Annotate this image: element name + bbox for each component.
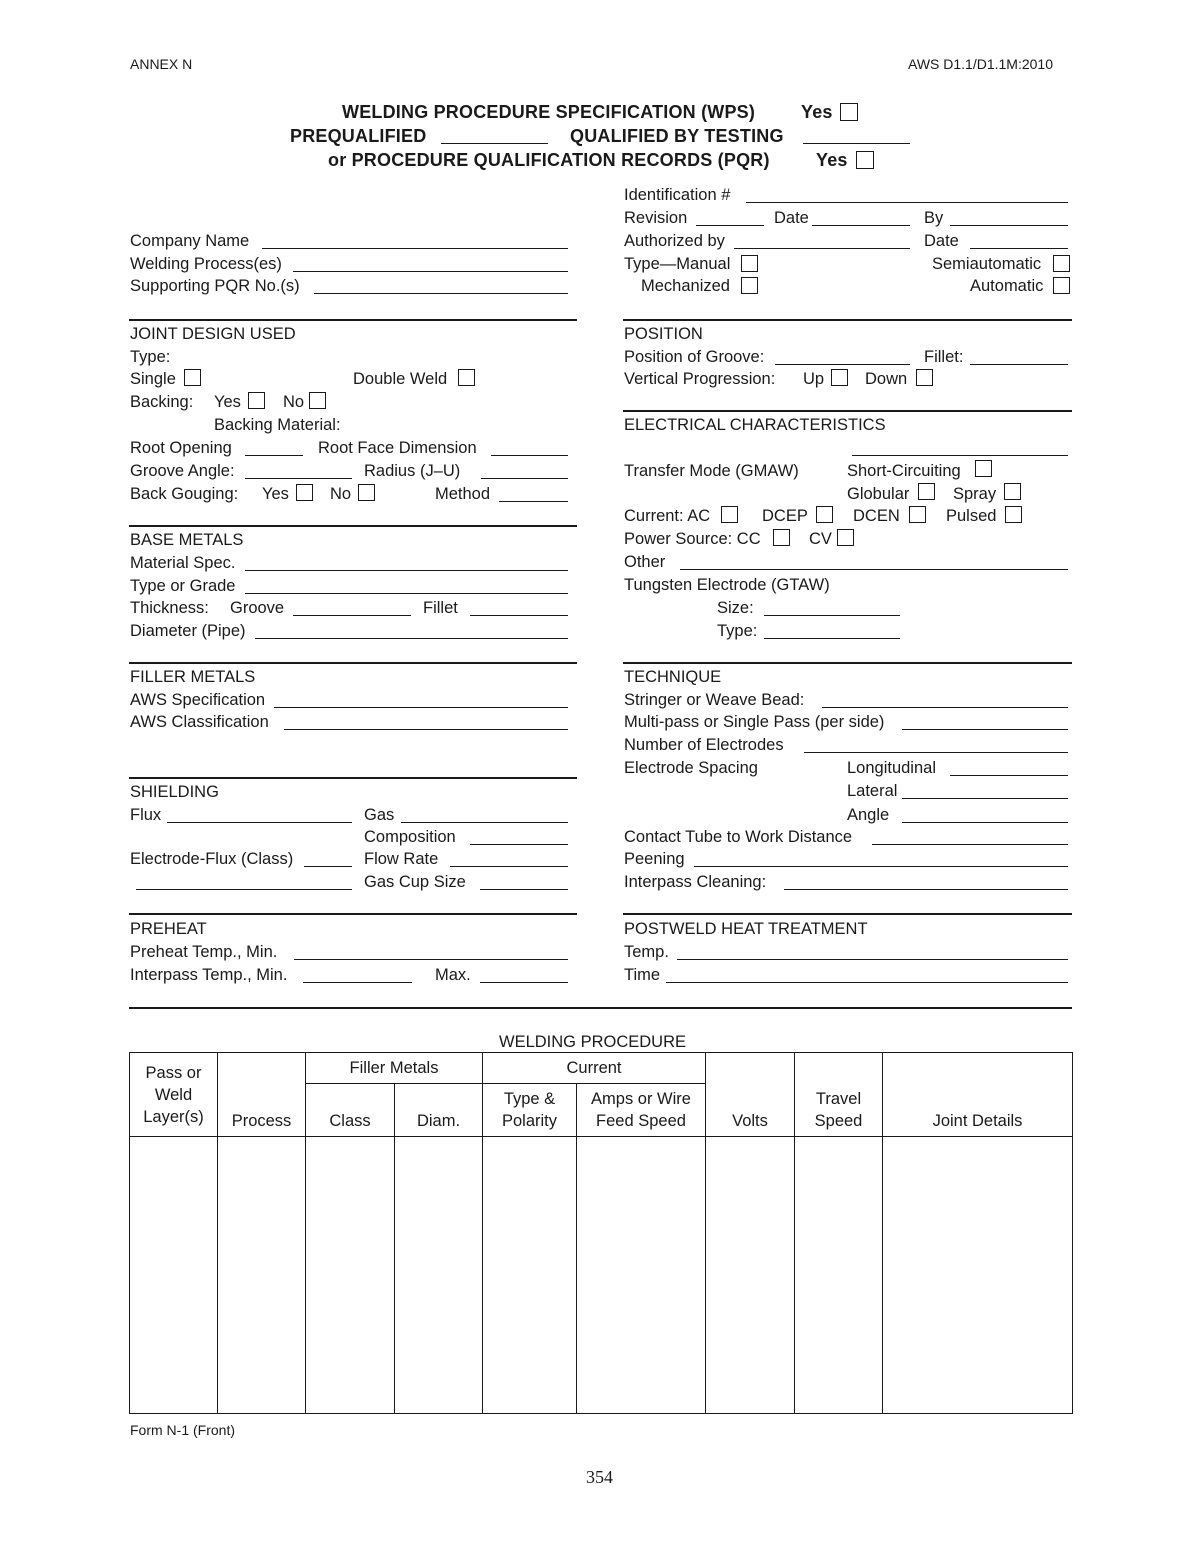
thickness-label: Thickness: bbox=[130, 599, 209, 617]
cc-checkbox[interactable] bbox=[773, 529, 790, 546]
col-travel-l2: Speed bbox=[814, 1112, 863, 1130]
contact-tube-label: Contact Tube to Work Distance bbox=[624, 828, 853, 846]
col-amps bbox=[577, 1084, 706, 1137]
col-type-l2: Polarity bbox=[501, 1112, 558, 1130]
aws-class-field[interactable] bbox=[284, 729, 568, 730]
form-label: Form N-1 (Front) bbox=[130, 1422, 235, 1438]
backing-label: Backing: bbox=[130, 393, 194, 411]
welding-processes-field[interactable] bbox=[293, 271, 568, 272]
composition-field[interactable] bbox=[470, 844, 568, 845]
identification-field[interactable] bbox=[746, 202, 1068, 203]
electrode-flux-field[interactable] bbox=[304, 866, 352, 867]
semiautomatic-label: Semiautomatic bbox=[932, 255, 1042, 273]
position-fillet-label: Fillet: bbox=[924, 348, 964, 366]
pwht-temp-field[interactable] bbox=[677, 959, 1068, 960]
longitudinal-label: Longitudinal bbox=[847, 759, 936, 777]
rule-technique bbox=[623, 662, 1072, 664]
col-diam-label: Diam. bbox=[416, 1112, 461, 1130]
col-class bbox=[306, 1084, 395, 1137]
gas-label: Gas bbox=[364, 806, 395, 824]
title-yes-label: Yes bbox=[801, 102, 833, 122]
longitudinal-field[interactable] bbox=[950, 775, 1068, 776]
aws-spec-field[interactable] bbox=[274, 707, 568, 708]
backing-material-label: Backing Material: bbox=[214, 416, 341, 434]
thickness-fillet-field[interactable] bbox=[470, 615, 568, 616]
angle-label: Angle bbox=[847, 806, 890, 824]
pwht-time-label: Time bbox=[624, 966, 661, 984]
preheat-temp-label: Preheat Temp., Min. bbox=[130, 943, 278, 961]
cell-amps[interactable] bbox=[577, 1137, 706, 1414]
automatic-checkbox[interactable] bbox=[1053, 277, 1070, 294]
gas-field[interactable] bbox=[401, 822, 568, 823]
thickness-groove-field[interactable] bbox=[293, 615, 411, 616]
by-label: By bbox=[924, 209, 944, 227]
position-heading: POSITION bbox=[624, 325, 703, 343]
prequalified-label: PREQUALIFIED bbox=[290, 126, 427, 146]
aws-class-label: AWS Classification bbox=[130, 713, 269, 731]
joint-type-label: Type: bbox=[130, 348, 171, 366]
welding-procedure-table bbox=[129, 1052, 1073, 1414]
auth-date-label: Date bbox=[924, 232, 959, 250]
authorized-by-field[interactable] bbox=[734, 248, 910, 249]
bg-no-label: No bbox=[330, 485, 352, 503]
dcen-label: DCEN bbox=[853, 507, 900, 525]
rule-procedure bbox=[129, 1007, 1072, 1009]
pulsed-label: Pulsed bbox=[946, 507, 997, 525]
col-process bbox=[218, 1053, 306, 1137]
company-name-field[interactable] bbox=[262, 248, 568, 249]
rule-base-metals bbox=[129, 525, 577, 527]
peening-label: Peening bbox=[624, 850, 685, 868]
col-filler-metals: Filler Metals bbox=[306, 1053, 483, 1084]
single-checkbox[interactable] bbox=[184, 369, 201, 386]
cell-joint-details[interactable] bbox=[883, 1137, 1073, 1414]
rule-position bbox=[623, 319, 1072, 321]
mechanized-label: Mechanized bbox=[641, 277, 730, 295]
single-label: Single bbox=[130, 370, 176, 388]
radius-label: Radius (J–U) bbox=[364, 462, 461, 480]
electrode-spacing-label: Electrode Spacing bbox=[624, 759, 758, 777]
title-line3: or PROCEDURE QUALIFICATION RECORDS (PQR) bbox=[328, 150, 770, 170]
lateral-field[interactable] bbox=[902, 798, 1068, 799]
max-field[interactable] bbox=[480, 982, 568, 983]
globular-label: Globular bbox=[847, 485, 910, 503]
col-volts-label: Volts bbox=[732, 1112, 768, 1130]
welding-processes-label: Welding Process(es) bbox=[130, 255, 282, 273]
lateral-label: Lateral bbox=[847, 782, 898, 800]
rule-filler-metals bbox=[129, 662, 577, 664]
flow-rate-label: Flow Rate bbox=[364, 850, 439, 868]
rule-shielding bbox=[129, 777, 577, 779]
num-electrodes-field[interactable] bbox=[804, 752, 1068, 753]
rule-joint-design bbox=[129, 319, 577, 321]
col-type-l1: Type & bbox=[503, 1090, 556, 1108]
qualified-testing-label: QUALIFIED BY TESTING bbox=[570, 126, 784, 146]
method-field[interactable] bbox=[499, 501, 568, 502]
authorized-by-label: Authorized by bbox=[624, 232, 725, 250]
cell-travel[interactable] bbox=[795, 1137, 883, 1414]
dcen-checkbox[interactable] bbox=[909, 506, 926, 523]
col-joint-details bbox=[883, 1053, 1073, 1137]
groove-angle-label: Groove Angle: bbox=[130, 462, 235, 480]
base-metals-heading: BASE METALS bbox=[130, 531, 244, 549]
backing-yes-checkbox[interactable] bbox=[248, 392, 265, 409]
page-number: 354 bbox=[586, 1467, 613, 1487]
preheat-temp-field[interactable] bbox=[294, 959, 568, 960]
aws-spec-label: AWS Specification bbox=[130, 691, 266, 709]
tungsten-size-label: Size: bbox=[717, 599, 754, 617]
position-groove-field[interactable] bbox=[775, 364, 910, 365]
position-fillet-field[interactable] bbox=[970, 364, 1068, 365]
flow-rate-field[interactable] bbox=[450, 866, 568, 867]
root-opening-label: Root Opening bbox=[130, 439, 232, 457]
interpass-temp-field[interactable] bbox=[303, 982, 412, 983]
spray-checkbox[interactable] bbox=[1004, 483, 1021, 500]
cell-type-polarity[interactable] bbox=[483, 1137, 577, 1414]
peening-field[interactable] bbox=[694, 866, 1068, 867]
other-field[interactable] bbox=[680, 569, 1068, 570]
electrical-heading: ELECTRICAL CHARACTERISTICS bbox=[624, 416, 886, 434]
automatic-label: Automatic bbox=[970, 277, 1044, 295]
col-diam bbox=[395, 1084, 483, 1137]
identification-label: Identification # bbox=[624, 186, 731, 204]
revision-field[interactable] bbox=[696, 225, 764, 226]
electrode-flux-field-2[interactable] bbox=[136, 889, 352, 890]
down-checkbox[interactable] bbox=[916, 369, 933, 386]
title-line1: WELDING PROCEDURE SPECIFICATION (WPS) bbox=[342, 102, 756, 122]
tungsten-label: Tungsten Electrode (GTAW) bbox=[624, 576, 830, 594]
globular-checkbox[interactable] bbox=[918, 483, 935, 500]
diameter-field[interactable] bbox=[255, 638, 568, 639]
backing-yes-label: Yes bbox=[214, 393, 241, 411]
ac-checkbox[interactable] bbox=[721, 506, 738, 523]
current-ac-label: Current: AC bbox=[624, 507, 711, 525]
double-weld-checkbox[interactable] bbox=[458, 369, 475, 386]
rule-electrical bbox=[623, 410, 1072, 412]
preheat-heading: PREHEAT bbox=[130, 920, 207, 938]
up-label: Up bbox=[803, 370, 825, 388]
col-amps-l1: Amps or Wire bbox=[591, 1090, 691, 1108]
pwht-temp-label: Temp. bbox=[624, 943, 669, 961]
revision-label: Revision bbox=[624, 209, 688, 227]
cell-volts[interactable] bbox=[706, 1137, 795, 1414]
method-label: Method bbox=[435, 485, 491, 503]
col-type-polarity bbox=[483, 1084, 577, 1137]
dcep-label: DCEP bbox=[762, 507, 808, 525]
type-grade-field[interactable] bbox=[245, 593, 568, 594]
stringer-field[interactable] bbox=[822, 707, 1068, 708]
gas-cup-label: Gas Cup Size bbox=[364, 873, 466, 891]
interpass-temp-label: Interpass Temp., Min. bbox=[130, 966, 288, 984]
joint-design-heading: JOINT DESIGN USED bbox=[130, 325, 296, 343]
id-date-label: Date bbox=[774, 209, 809, 227]
gas-cup-field[interactable] bbox=[480, 889, 568, 890]
back-gouging-label: Back Gouging: bbox=[130, 485, 239, 503]
groove-angle-field[interactable] bbox=[245, 478, 352, 479]
cv-checkbox[interactable] bbox=[837, 529, 854, 546]
col-volts bbox=[706, 1053, 795, 1137]
thickness-groove-label: Groove bbox=[230, 599, 285, 617]
other-label: Other bbox=[624, 553, 666, 571]
spray-label: Spray bbox=[953, 485, 997, 503]
supporting-pqr-label: Supporting PQR No.(s) bbox=[130, 277, 300, 295]
col-pass bbox=[130, 1053, 218, 1137]
qualified-testing-field[interactable] bbox=[803, 143, 910, 144]
cv-label: CV bbox=[809, 530, 832, 548]
pwht-time-field[interactable] bbox=[666, 982, 1068, 983]
col-amps-l2: Feed Speed bbox=[596, 1112, 686, 1130]
max-label: Max. bbox=[435, 966, 471, 984]
type-manual-label: Type—Manual bbox=[624, 255, 731, 273]
root-opening-field[interactable] bbox=[245, 455, 303, 456]
cell-class[interactable] bbox=[306, 1137, 395, 1414]
annex-label: ANNEX N bbox=[130, 56, 193, 72]
procedure-heading: WELDING PROCEDURE bbox=[499, 1033, 687, 1051]
num-electrodes-label: Number of Electrodes bbox=[624, 736, 784, 754]
backing-no-checkbox[interactable] bbox=[309, 392, 326, 409]
tungsten-type-label: Type: bbox=[717, 622, 758, 640]
transfer-mode-label: Transfer Mode (GMAW) bbox=[624, 462, 799, 480]
diameter-label: Diameter (Pipe) bbox=[130, 622, 246, 640]
thickness-fillet-label: Fillet bbox=[423, 599, 458, 617]
semiautomatic-checkbox[interactable] bbox=[1053, 255, 1070, 272]
cell-diam[interactable] bbox=[395, 1137, 483, 1414]
col-travel-l1: Travel bbox=[815, 1090, 862, 1108]
by-field[interactable] bbox=[950, 225, 1068, 226]
double-weld-label: Double Weld bbox=[353, 370, 448, 388]
short-circuiting-checkbox[interactable] bbox=[975, 460, 992, 477]
rule-pwht bbox=[623, 913, 1072, 915]
up-checkbox[interactable] bbox=[831, 369, 848, 386]
short-circuiting-label: Short-Circuiting bbox=[847, 462, 961, 480]
multipass-label: Multi-pass or Single Pass (per side) bbox=[624, 713, 885, 731]
id-date-field[interactable] bbox=[812, 225, 910, 226]
pwht-heading: POSTWELD HEAT TREATMENT bbox=[624, 920, 868, 938]
radius-field[interactable] bbox=[481, 478, 568, 479]
material-spec-field[interactable] bbox=[245, 570, 568, 571]
shielding-heading: SHIELDING bbox=[130, 783, 219, 801]
electrode-flux-label: Electrode-Flux (Class) bbox=[130, 850, 294, 868]
tungsten-size-field[interactable] bbox=[764, 615, 900, 616]
composition-label: Composition bbox=[364, 828, 456, 846]
col-travel bbox=[795, 1053, 883, 1137]
col-class-label: Class bbox=[329, 1112, 371, 1130]
pulsed-checkbox[interactable] bbox=[1005, 506, 1022, 523]
col-pass-l3: Layer(s) bbox=[143, 1107, 204, 1126]
electrical-blank-field[interactable] bbox=[852, 455, 1068, 456]
standard-label: AWS D1.1/D1.1M:2010 bbox=[908, 56, 1053, 72]
bg-no-checkbox[interactable] bbox=[358, 484, 375, 501]
backing-no-label: No bbox=[283, 393, 305, 411]
contact-tube-field[interactable] bbox=[872, 844, 1068, 845]
dcep-checkbox[interactable] bbox=[816, 506, 833, 523]
vertical-progression-label: Vertical Progression: bbox=[624, 370, 776, 388]
col-process-label: Process bbox=[231, 1112, 292, 1130]
supporting-pqr-field[interactable] bbox=[314, 293, 568, 294]
stringer-label: Stringer or Weave Bead: bbox=[624, 691, 805, 709]
flux-field[interactable] bbox=[167, 822, 352, 823]
mechanized-checkbox[interactable] bbox=[741, 277, 758, 294]
rule-preheat bbox=[129, 913, 577, 915]
angle-field[interactable] bbox=[902, 822, 1068, 823]
cell-process[interactable] bbox=[218, 1137, 306, 1414]
down-label: Down bbox=[865, 370, 908, 388]
bg-yes-label: Yes bbox=[262, 485, 289, 503]
root-face-label: Root Face Dimension bbox=[318, 439, 477, 457]
col-pass-l2: Weld bbox=[154, 1085, 193, 1104]
root-face-field[interactable] bbox=[491, 455, 568, 456]
material-spec-label: Material Spec. bbox=[130, 554, 236, 572]
interpass-cleaning-label: Interpass Cleaning: bbox=[624, 873, 767, 891]
auth-date-field[interactable] bbox=[970, 248, 1068, 249]
flux-label: Flux bbox=[130, 806, 162, 824]
power-source-label: Power Source: CC bbox=[624, 530, 761, 548]
tungsten-type-field[interactable] bbox=[764, 638, 900, 639]
manual-checkbox[interactable] bbox=[741, 255, 758, 272]
pqr-yes-label: Yes bbox=[816, 150, 848, 170]
company-name-label: Company Name bbox=[130, 232, 250, 250]
bg-yes-checkbox[interactable] bbox=[296, 484, 313, 501]
technique-heading: TECHNIQUE bbox=[624, 668, 722, 686]
pqr-yes-checkbox[interactable] bbox=[856, 151, 874, 169]
col-pass-l1: Pass or bbox=[145, 1063, 202, 1082]
procedure-entry-row bbox=[130, 1137, 1073, 1414]
col-joint-details-label: Joint Details bbox=[932, 1112, 1023, 1130]
filler-metals-heading: FILLER METALS bbox=[130, 668, 256, 686]
position-groove-label: Position of Groove: bbox=[624, 348, 765, 366]
multipass-field[interactable] bbox=[902, 729, 1068, 730]
interpass-cleaning-field[interactable] bbox=[784, 889, 1068, 890]
wps-yes-checkbox[interactable] bbox=[840, 103, 858, 121]
col-current: Current bbox=[483, 1053, 706, 1084]
prequalified-field[interactable] bbox=[441, 143, 548, 144]
cell-pass[interactable] bbox=[130, 1137, 218, 1414]
type-grade-label: Type or Grade bbox=[130, 577, 236, 595]
